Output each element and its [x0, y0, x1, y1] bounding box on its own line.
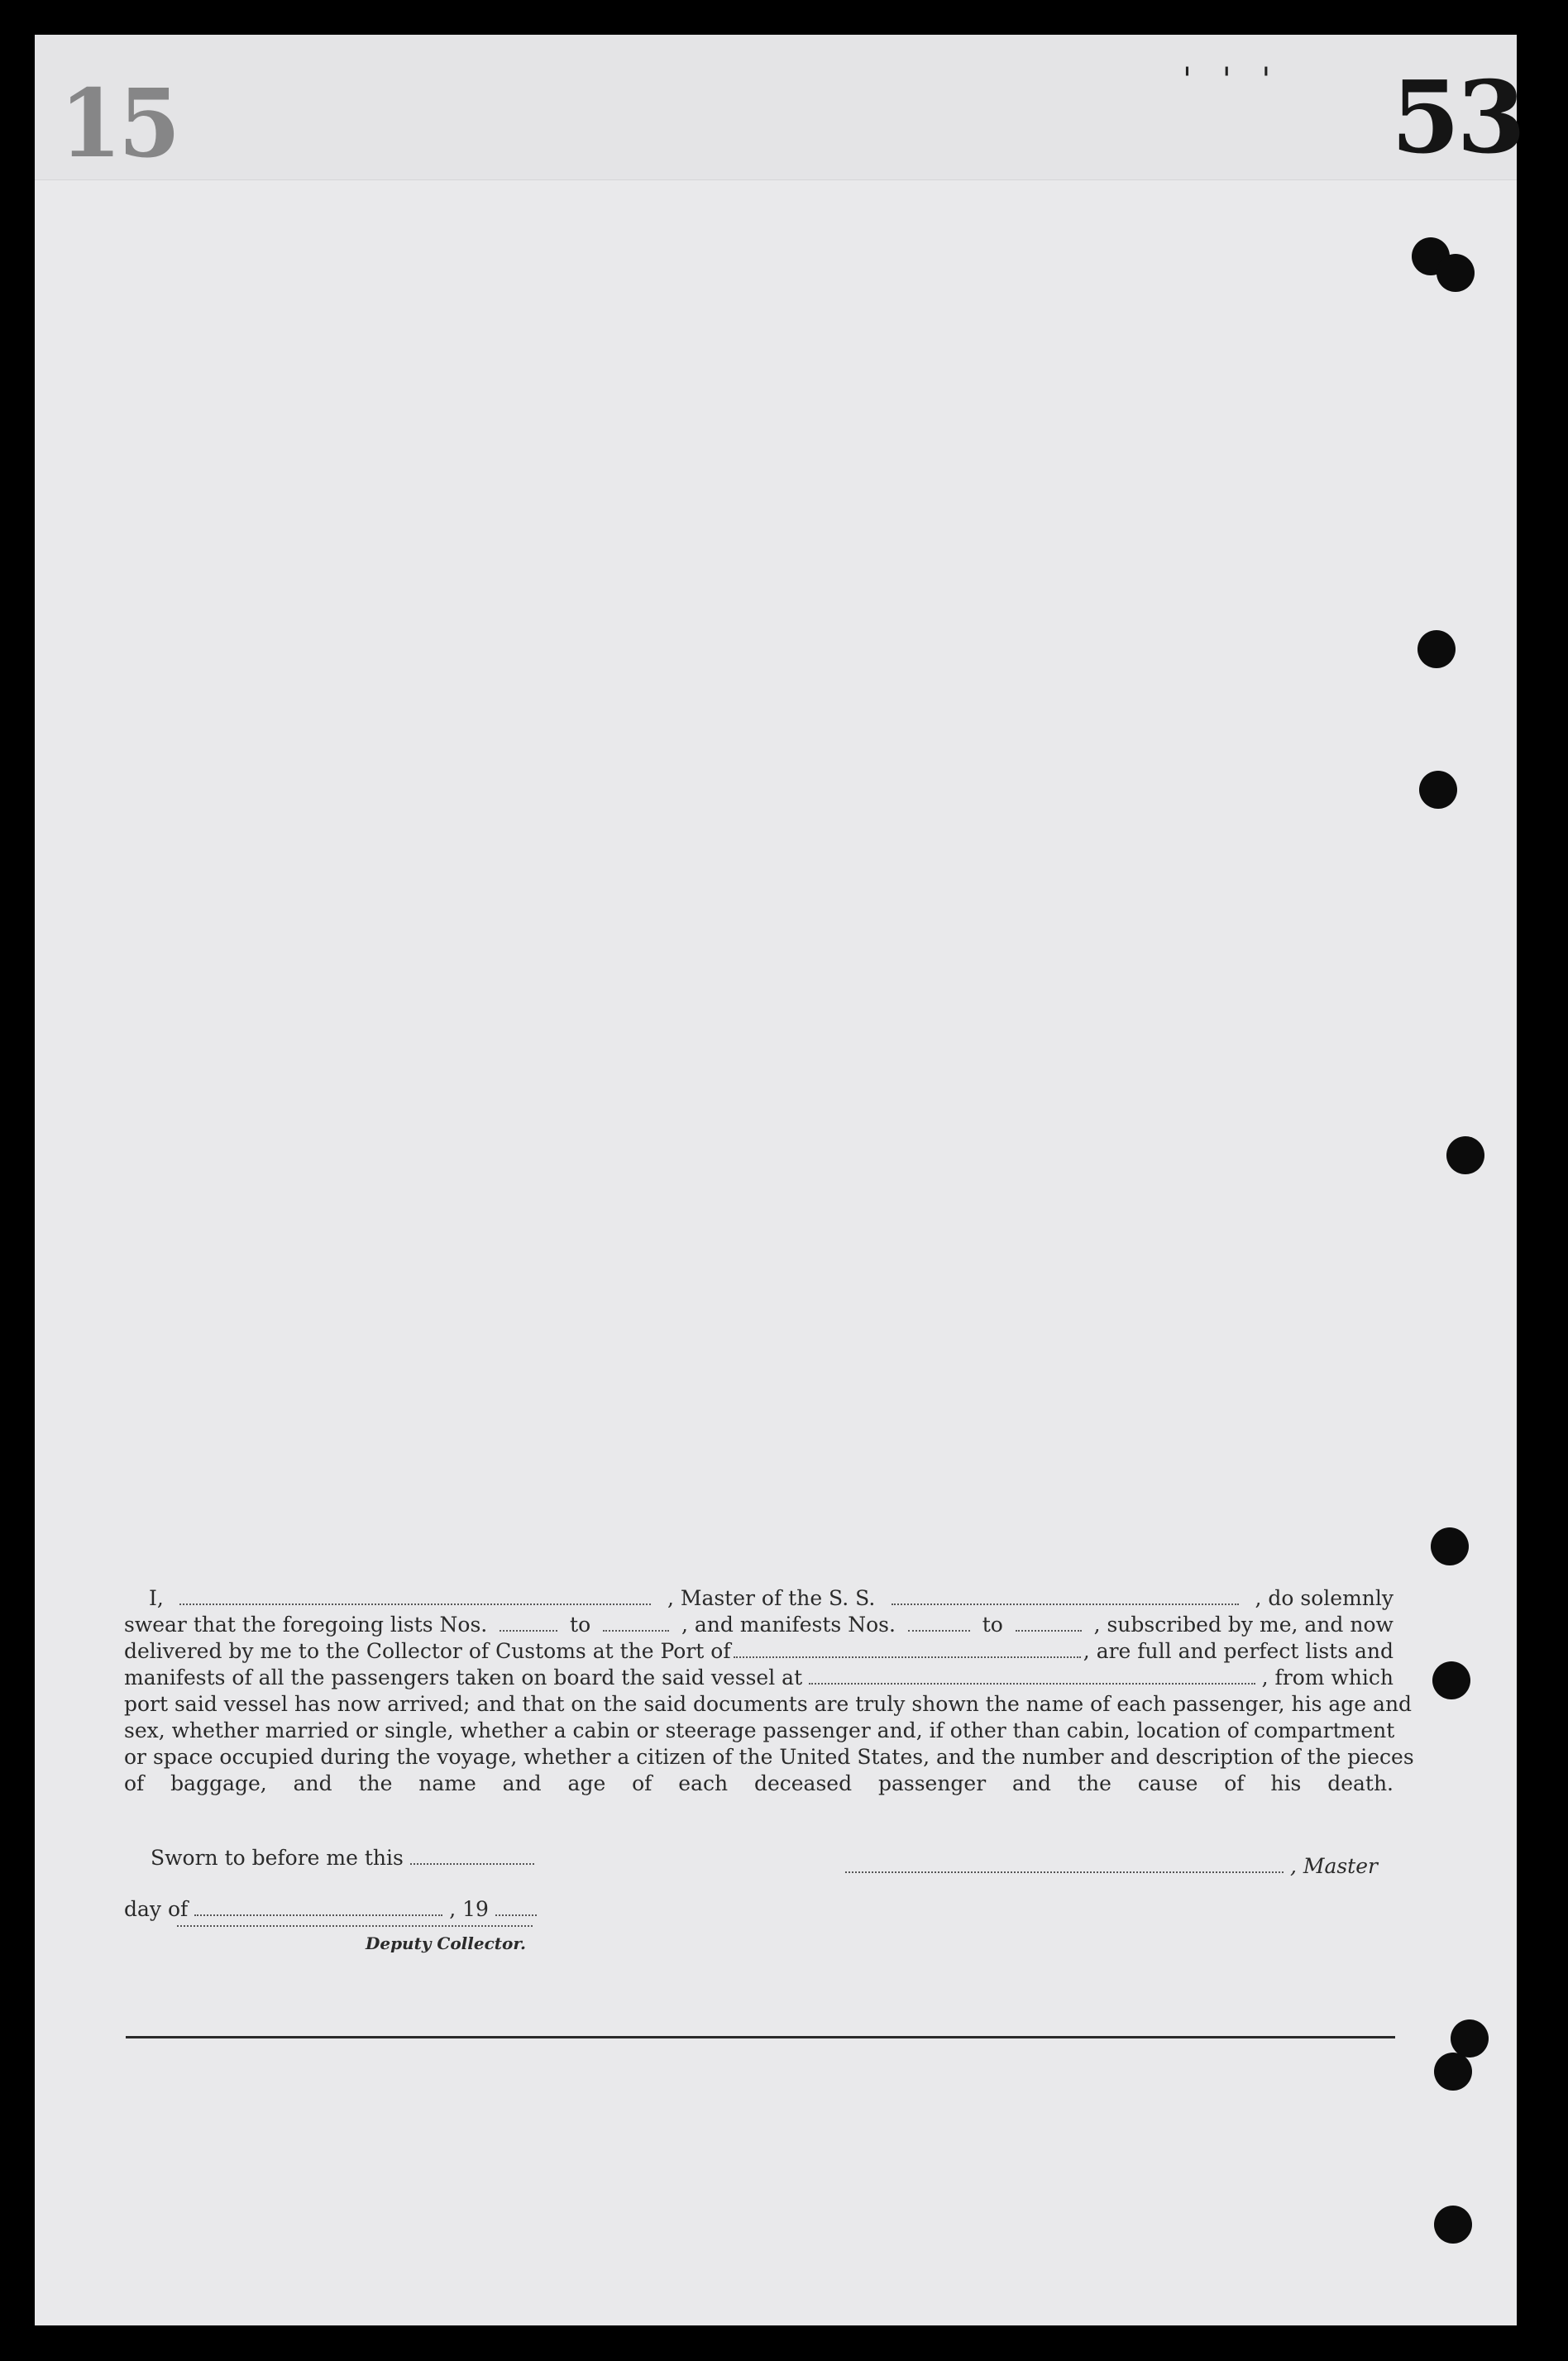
oath-text: , from which	[1261, 1666, 1394, 1690]
page-number-stamp-right: 53	[1391, 60, 1523, 176]
bottom-rule	[126, 2036, 1395, 2038]
master-oath-paragraph	[124, 1585, 1414, 1797]
oath-text: to	[570, 1613, 591, 1637]
punch-hole-7	[1432, 1661, 1470, 1699]
list-to-blank	[603, 1617, 669, 1632]
oath-line-6	[124, 1718, 1394, 1744]
deputy-collector-label: Deputy Collector.	[366, 1933, 527, 1953]
year-prefix: , 19	[449, 1897, 489, 1921]
day-of-label: day of	[124, 1897, 189, 1921]
oath-text: manifests of all the passengers taken on board the said vessel at	[124, 1666, 803, 1690]
year-blank	[495, 1901, 537, 1916]
page-header-band	[35, 35, 1517, 180]
oath-text: to	[982, 1613, 1003, 1637]
oath-line-3	[124, 1638, 1394, 1665]
oath-text: , are full and perfect lists and	[1083, 1639, 1394, 1663]
sworn-label: Sworn to before me this	[151, 1846, 404, 1870]
sworn-date-blank	[410, 1850, 534, 1865]
oath-text: swear that the foregoing lists Nos.	[124, 1613, 488, 1637]
punch-hole-5	[1446, 1136, 1484, 1174]
port-blank	[734, 1643, 1081, 1658]
oath-text: or space occupied during the voyage, whether a citizen of the United States, and the number and description of the pieces	[124, 1745, 1414, 1769]
oath-text: , Master of the S. S.	[667, 1586, 876, 1610]
sworn-row	[151, 1846, 534, 1870]
master-name-blank	[179, 1590, 651, 1605]
punch-hole-8	[1451, 2019, 1489, 2058]
oath-text: of baggage, and the name and age of each deceased passenger and the cause of his death.	[124, 1771, 1394, 1795]
month-blank	[194, 1901, 442, 1916]
oath-text: delivered by me to the Collector of Customs at the Port of	[124, 1639, 731, 1663]
departure-port-blank	[809, 1670, 1255, 1685]
page-number-stamp-left: 15	[60, 69, 178, 179]
master-signature-blank	[845, 1858, 1284, 1873]
oath-text: sex, whether married or single, whether a cabin or steerage passenger and, if other than cabin, location of compartment	[124, 1718, 1395, 1742]
punch-hole-10	[1434, 2206, 1472, 2244]
oath-line-8	[124, 1771, 1394, 1797]
master-signature-row	[845, 1854, 1378, 1878]
oath-line-1	[124, 1585, 1394, 1612]
oath-line-7	[124, 1744, 1414, 1771]
oath-line-4	[124, 1665, 1394, 1691]
punch-hole-4	[1419, 771, 1457, 809]
oath-line-5	[124, 1691, 1413, 1718]
punch-hole-9	[1434, 2053, 1472, 2091]
manifest-page	[35, 35, 1523, 2325]
oath-text: , and manifests Nos.	[681, 1613, 896, 1637]
stamp-marks: ' ' '	[1183, 61, 1281, 99]
punch-hole-6	[1431, 1527, 1469, 1565]
ship-name-blank	[892, 1590, 1239, 1605]
oath-text: I,	[149, 1586, 164, 1610]
oath-text: , do solemnly	[1255, 1586, 1394, 1610]
oath-text: , subscribed by me, and now	[1093, 1613, 1394, 1637]
punch-hole-3	[1417, 630, 1456, 668]
manifest-to-blank	[1016, 1617, 1082, 1632]
punch-hole-2	[1437, 254, 1475, 292]
manifest-from-blank	[908, 1617, 970, 1632]
oath-line-2	[124, 1612, 1394, 1638]
master-label: , Master	[1289, 1854, 1378, 1878]
deputy-signature-blank	[177, 1925, 533, 1927]
oath-text: port said vessel has now arrived; and that on the said documents are truly shown the name of each passenger, his age and	[124, 1692, 1413, 1716]
day-of-row	[124, 1897, 537, 1921]
list-from-blank	[500, 1617, 557, 1632]
